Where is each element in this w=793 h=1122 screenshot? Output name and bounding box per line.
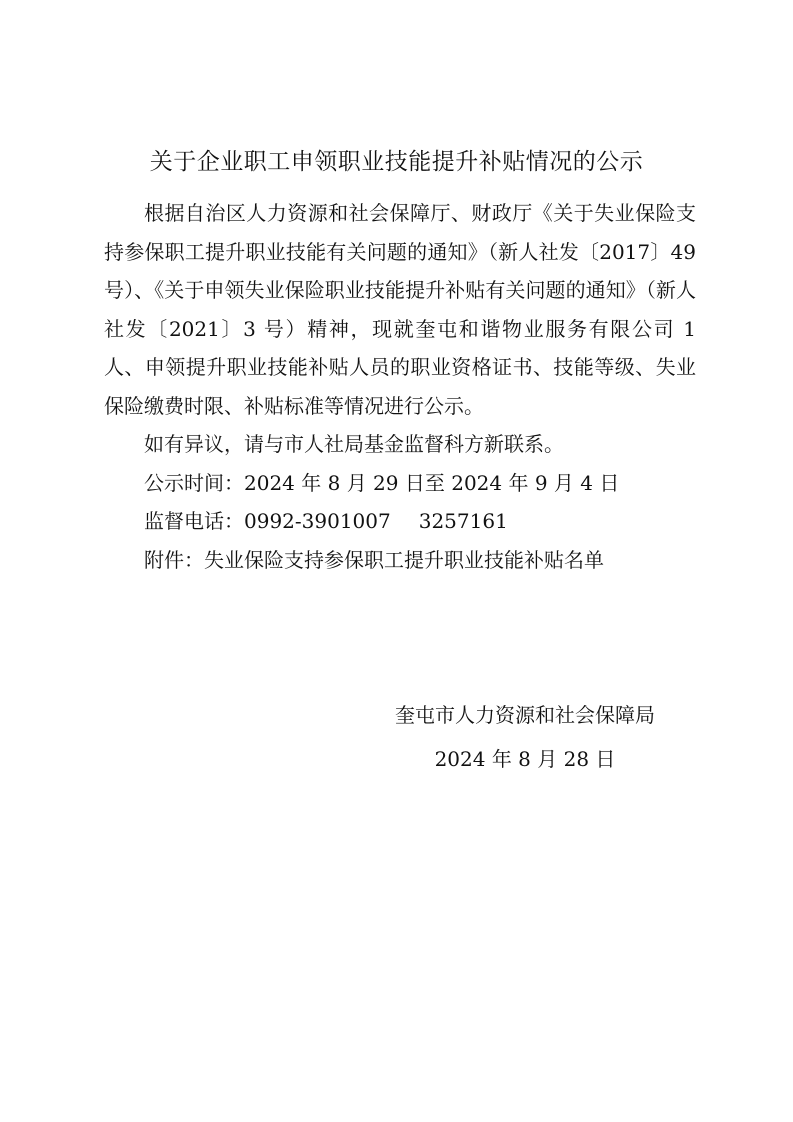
contact-line: 如有异议，请与市人社局基金监督科方新联系。 — [144, 432, 564, 456]
document-body — [104, 194, 696, 579]
document-title: 关于企业职工申领职业技能提升补贴情况的公示 — [149, 149, 644, 175]
phone-label: 监督电话： — [144, 509, 244, 533]
phone-number-1: 0992-3901007 — [244, 509, 391, 533]
phone-number-2: 3257161 — [418, 509, 508, 533]
attachment-line: 附件：失业保险支持参保职工提升职业技能补贴名单 — [144, 547, 604, 572]
main-paragraph: 根据自治区人力资源和社会保障厅、财政厅《关于失业保险支持参保职工提升职业技能有关问题的通知》（新人社发〔2017〕49 号）、《关于申领失业保险职业技能提升补贴有关问题的通知》（新人社发〔2021〕3 号）精神，现就奎屯和谐物业服务有限公司 1 人、申领提升职业技能补贴人员的职业资格证书、技能等级、失业保险缴费时限、补贴标准等情况进行公示。 — [104, 201, 696, 418]
supervision-phone-line — [104, 502, 696, 541]
issuer-signature: 奎屯市人力资源和社会保障局 — [395, 703, 655, 727]
issue-date: 2024 年 8 月 28 日 — [434, 747, 616, 771]
publicity-period-line: 公示时间：2024 年 8 月 29 日至 2024 年 9 月 4 日 — [144, 470, 620, 495]
